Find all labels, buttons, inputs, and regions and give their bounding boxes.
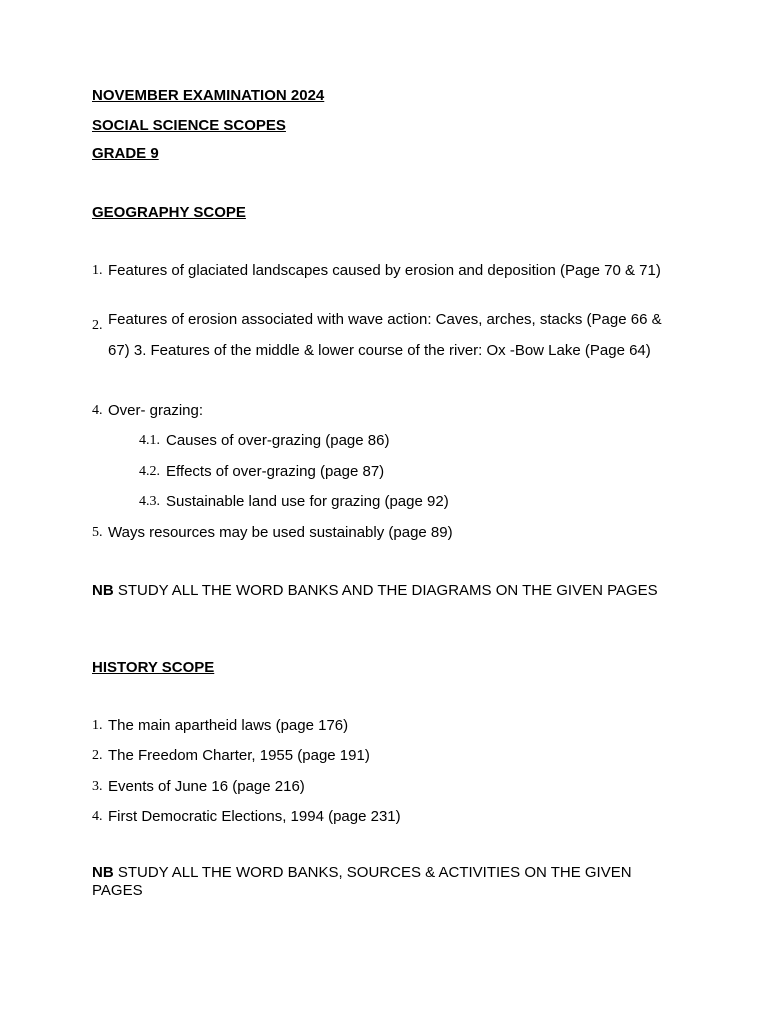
list-number: 2. [92, 318, 103, 333]
list-number: 5. [92, 525, 103, 540]
history-item-4 [92, 808, 672, 826]
list-text: The main apartheid laws (page 176) [108, 717, 349, 734]
note-bold-label: NB [92, 864, 114, 881]
history-note [92, 864, 672, 900]
list-number: 2. [92, 748, 103, 763]
history-item-3 [92, 778, 672, 796]
geography-item-2 [92, 305, 672, 366]
list-text: Sustainable land use for grazing (page 92) [166, 493, 449, 510]
list-text: Over- grazing: [108, 402, 204, 419]
list-number: 1. [92, 263, 103, 278]
note-bold-label: NB [92, 582, 114, 599]
geography-note [92, 582, 672, 600]
list-number: 4.2. [139, 464, 160, 479]
note-text: STUDY ALL THE WORD BANKS, SOURCES & ACTIVITIES ON THE GIVEN PAGES [92, 864, 632, 899]
history-item-1 [92, 717, 672, 735]
list-text: The Freedom Charter, 1955 (page 191) [108, 747, 370, 764]
list-text: Features of erosion associated with wave action: Caves, arches, stacks (Page 66 & 67) 3. Features of the middle & lower course of the river: Ox -Bow Lake (Page 64) [108, 311, 662, 359]
history-scope-heading: HISTORY SCOPE [92, 659, 215, 676]
exam-title: NOVEMBER EXAMINATION 2024 [92, 87, 325, 104]
list-text: Features of glaciated landscapes caused by erosion and deposition (Page 70 & 71) [108, 262, 661, 279]
list-number: 4.3. [139, 494, 160, 509]
list-number: 4.1. [139, 433, 160, 448]
list-number: 4. [92, 809, 103, 824]
history-item-2 [92, 747, 672, 765]
note-text: STUDY ALL THE WORD BANKS AND THE DIAGRAMS ON THE GIVEN PAGES [113, 582, 658, 599]
geography-item-4-3 [139, 493, 659, 511]
geography-item-5 [92, 524, 672, 542]
list-number: 1. [92, 718, 103, 733]
geography-scope-heading: GEOGRAPHY SCOPE [92, 204, 246, 221]
list-text: Effects of over-grazing (page 87) [166, 463, 385, 480]
list-number: 3. [92, 779, 103, 794]
list-text: Events of June 16 (page 216) [108, 778, 305, 795]
subject-title: SOCIAL SCIENCE SCOPES [92, 117, 286, 134]
grade-title: GRADE 9 [92, 145, 159, 162]
geography-item-4-2 [139, 463, 659, 481]
list-text: Causes of over-grazing (page 86) [166, 432, 390, 449]
geography-item-1 [92, 262, 672, 280]
list-number: 4. [92, 403, 103, 418]
geography-item-4-1 [139, 432, 659, 450]
list-text: First Democratic Elections, 1994 (page 231) [108, 808, 401, 825]
geography-item-4 [92, 402, 672, 420]
list-text: Ways resources may be used sustainably (page 89) [108, 524, 453, 541]
